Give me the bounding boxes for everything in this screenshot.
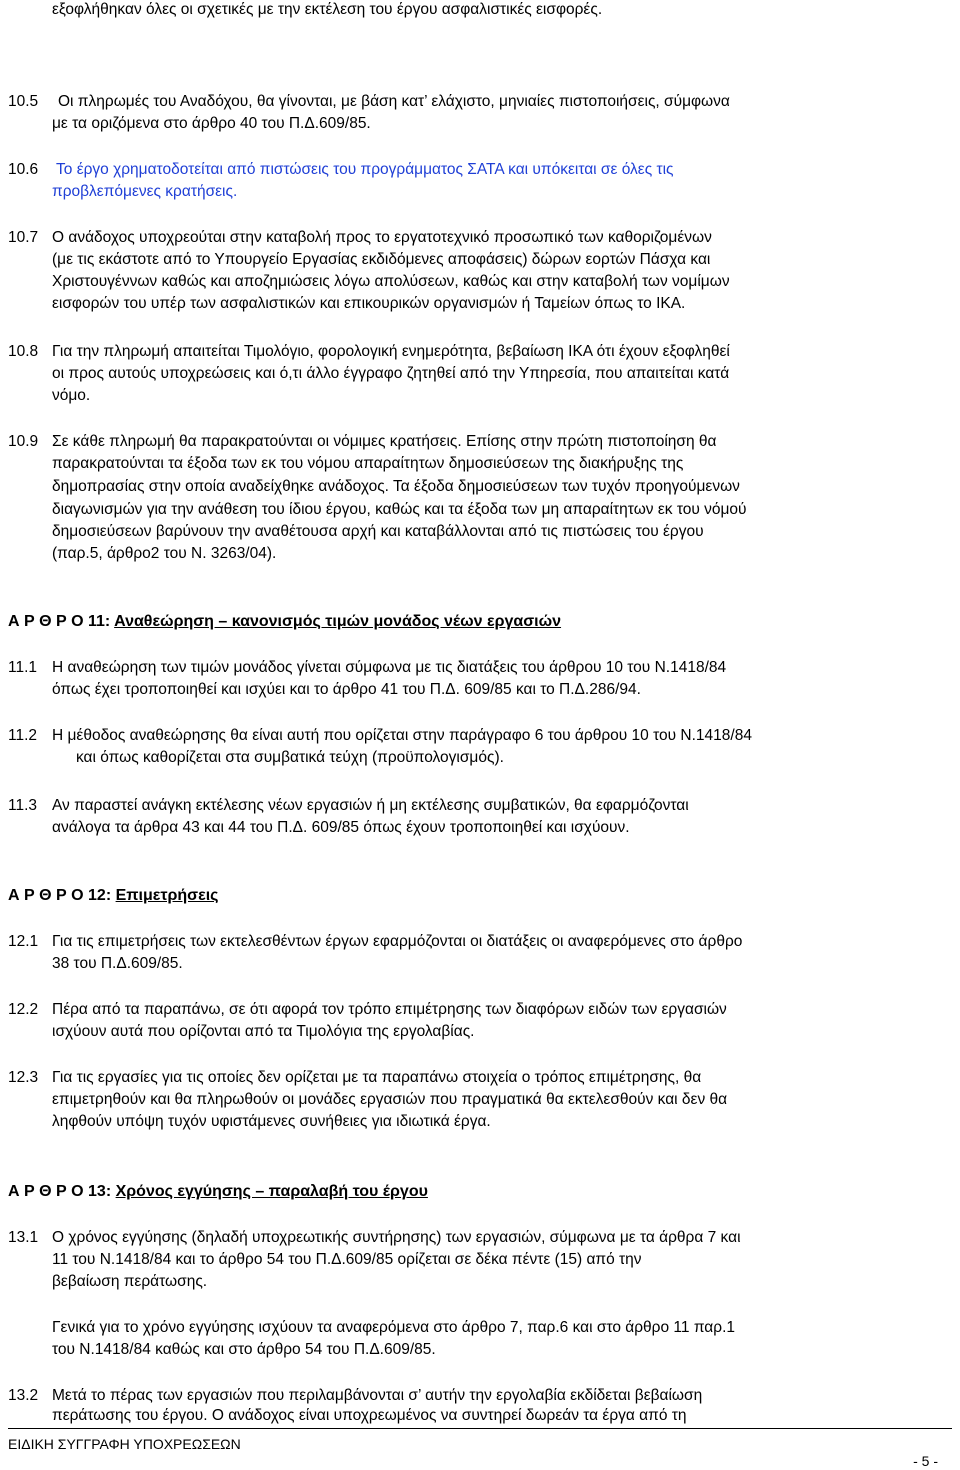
article-11-prefix: Α Ρ Θ Ρ Ο 11: bbox=[8, 613, 115, 630]
paragraph-number-12-3: 12.3 bbox=[8, 1069, 39, 1086]
paragraph-number-13-2: 13.2 bbox=[8, 1387, 39, 1404]
paragraph-10-9-line-5: δημοσιεύσεων βαρύνουν την αναθέτουσα αρχή και καταβάλλονται από τις πιστώσεις του έργου bbox=[52, 523, 704, 540]
paragraph-number-10-6: 10.6 bbox=[8, 161, 39, 178]
footer-title: ΕΙΔΙΚΗ ΣΥΓΓΡΑΦΗ ΥΠΟΧΡΕΩΣΕΩΝ bbox=[8, 1436, 241, 1452]
paragraph-12-1-line-1: Για τις επιμετρήσεις των εκτελεσθέντων έργων εφαρμόζονται οι διατάξεις οι αναφερόμενες στο άρθρο bbox=[52, 933, 743, 950]
paragraph-10-7-line-2: (με τις εκάστοτε από το Υπουργείο Εργασίας εκδιδόμενες αποφάσεις) δώρων εορτών Πάσχα και bbox=[52, 251, 711, 268]
article-12-title: Επιμετρήσεις bbox=[115, 887, 219, 904]
paragraph-13-1b-line-1: Γενικά για το χρόνο εγγύησης ισχύουν τα αναφερόμενα στο άρθρο 7, παρ.6 και στο άρθρο 11 παρ.1 bbox=[52, 1319, 735, 1336]
paragraph-10-9-line-3: δημοπρασίας στην οποία αναδείχθηκε ανάδοχος. Τα έξοδα δημοσιεύσεων των τυχόν προηγούμενων bbox=[52, 478, 740, 495]
paragraph-11-3-line-2: ανάλογα τα άρθρα 43 και 44 του Π.Δ. 609/85 όπως έχουν τροποποιηθεί και ισχύουν. bbox=[52, 819, 630, 836]
paragraph-13-1b-line-2: του Ν.1418/84 καθώς και στο άρθρο 54 του Π.Δ.609/85. bbox=[52, 1341, 436, 1358]
article-11-heading bbox=[8, 612, 561, 632]
paragraph-10-6-line-2: προβλεπόμενες κρατήσεις. bbox=[52, 183, 238, 200]
article-12-prefix: Α Ρ Θ Ρ Ο 12: bbox=[8, 887, 116, 904]
article-13-prefix: Α Ρ Θ Ρ Ο 13: bbox=[8, 1183, 116, 1200]
paragraph-12-2-line-2: ισχύουν αυτά που ορίζονται από τα Τιμολόγια της εργολαβίας. bbox=[52, 1023, 475, 1040]
paragraph-10-7-line-3: Χριστουγέννων καθώς και αποζημιώσεις λόγω απολύσεων, καθώς και στην καταβολή των νομίμων bbox=[52, 273, 730, 290]
paragraph-12-3-line-3: ληφθούν υπόψη τυχόν υφιστάμενες συνήθειες για ιδιωτικά έργα. bbox=[52, 1113, 491, 1130]
paragraph-10-9-line-2: παρακρατούνται τα έξοδα των εκ του νόμου απαραίτητων δημοσιεύσεων της διακήρυξης της bbox=[52, 455, 684, 472]
footer-divider bbox=[8, 1428, 952, 1429]
paragraph-number-12-1: 12.1 bbox=[8, 933, 39, 950]
paragraph-11-2-line-2: και όπως καθορίζεται στα συμβατικά τεύχη (προϋπολογισμός). bbox=[76, 749, 504, 766]
paragraph-13-1-line-1: Ο χρόνος εγγύησης (δηλαδή υποχρεωτικής συντήρησης) των εργασιών, σύμφωνα με τα άρθρα 7 και bbox=[52, 1229, 741, 1246]
paragraph-11-1-line-1: Η αναθεώρηση των τιμών μονάδος γίνεται σύμφωνα με τις διατάξεις του άρθρου 10 του Ν.1418/84 bbox=[52, 659, 727, 676]
paragraph-10-6-line-1: Το έργο χρηματοδοτείται από πιστώσεις του προγράμματος ΣΑΤΑ και υπόκειται σε όλες τις bbox=[56, 161, 674, 178]
paragraph-number-11-1: 11.1 bbox=[8, 659, 38, 676]
paragraph-number-10-7: 10.7 bbox=[8, 229, 39, 246]
paragraph-13-1-line-2: 11 του Ν.1418/84 και το άρθρο 54 του Π.Δ.609/85 ορίζεται σε δέκα πέντε (15) από την bbox=[52, 1251, 642, 1268]
paragraph-number-12-2: 12.2 bbox=[8, 1001, 39, 1018]
paragraph-13-1-line-3: βεβαίωση περάτωσης. bbox=[52, 1273, 208, 1290]
paragraph-11-1-line-2: όπως έχει τροποποιηθεί και ισχύει και το άρθρο 41 του Π.Δ. 609/85 και το Π.Δ.286/94. bbox=[52, 681, 641, 698]
paragraph-10-4-line-1: εξοφλήθηκαν όλες οι σχετικές με την εκτέλεση του έργου ασφαλιστικές εισφορές. bbox=[52, 1, 603, 18]
paragraph-10-7-line-1: Ο ανάδοχος υποχρεούται στην καταβολή προς το εργατοτεχνικό προσωπικό των καθοριζομένων bbox=[52, 229, 712, 246]
paragraph-10-5-line-2: με τα οριζόμενα στο άρθρο 40 του Π.Δ.609/85. bbox=[52, 115, 371, 132]
article-13-heading bbox=[8, 1182, 428, 1202]
paragraph-13-2-line-1: Μετά το πέρας των εργασιών που περιλαμβάνονται σ’ αυτήν την εργολαβία εκδίδεται βεβαίωση bbox=[52, 1387, 703, 1404]
article-13-title: Χρόνος εγγύησης – παραλαβή του έργου bbox=[115, 1183, 428, 1200]
paragraph-10-5-line-1: Οι πληρωμές του Αναδόχου, θα γίνονται, με βάση κατ’ ελάχιστο, μηνιαίες πιστοποιήσεις, σύμφωνα bbox=[58, 93, 730, 110]
paragraph-11-2-line-1: Η μέθοδος αναθεώρησης θα είναι αυτή που ορίζεται στην παράγραφο 6 του άρθρου 10 του Ν.1418/84 bbox=[52, 727, 752, 744]
paragraph-10-8-line-3: νόμο. bbox=[52, 387, 91, 404]
paragraph-12-1-line-2: 38 του Π.Δ.609/85. bbox=[52, 955, 183, 972]
paragraph-10-9-line-6: (παρ.5, άρθρο2 του Ν. 3263/04). bbox=[52, 545, 277, 562]
paragraph-12-3-line-2: επιμετρηθούν και θα πληρωθούν οι μονάδες εργασιών που πραγματικά θα εκτελεσθούν και δεν θα bbox=[52, 1091, 728, 1108]
paragraph-10-8-line-1: Για την πληρωμή απαιτείται Τιμολόγιο, φορολογική ενημερότητα, βεβαίωση ΙΚΑ ότι έχουν εξοφληθεί bbox=[52, 343, 730, 360]
paragraph-number-10-8: 10.8 bbox=[8, 343, 39, 360]
paragraph-number-10-5: 10.5 bbox=[8, 93, 39, 110]
paragraph-10-9-line-4: διαγωνισμών για την ανάθεση του ίδιου έργου, καθώς και τα έξοδα των μη απαραίτητων εκ του νόμού bbox=[52, 501, 747, 518]
paragraph-13-2-line-2: περάτωσης του έργου. Ο ανάδοχος είναι υποχρεωμένος να συντηρεί δωρεάν τα έργα από τη bbox=[52, 1407, 687, 1424]
paragraph-10-9-line-1: Σε κάθε πληρωμή θα παρακρατούνται οι νόμιμες κρατήσεις. Επίσης στην πρώτη πιστοποίηση θα bbox=[52, 433, 717, 450]
article-11-title: Αναθεώρηση – κανονισμός τιμών μονάδος νέων εργασιών bbox=[114, 613, 562, 630]
paragraph-10-7-line-4: εισφορών του υπέρ των ασφαλιστικών και επικουρικών οργανισμών ή Ταμείων όπως το ΙΚΑ. bbox=[52, 295, 686, 312]
paragraph-12-2-line-1: Πέρα από τα παραπάνω, σε ότι αφορά τον τρόπο επιμέτρησης των διαφόρων ειδών των εργασιών bbox=[52, 1001, 727, 1018]
paragraph-number-11-2: 11.2 bbox=[8, 727, 38, 744]
page-number: - 5 - bbox=[913, 1453, 938, 1469]
paragraph-11-3-line-1: Αν παραστεί ανάγκη εκτέλεσης νέων εργασιών ή μη εκτέλεσης συμβατικών, θα εφαρμόζονται bbox=[52, 797, 689, 814]
paragraph-number-11-3: 11.3 bbox=[8, 797, 38, 814]
paragraph-10-8-line-2: οι προς αυτούς υποχρεώσεις και ό,τι άλλο έγγραφο ζητηθεί από την Υπηρεσία, που απαιτείται κατά bbox=[52, 365, 730, 382]
paragraph-number-13-1: 13.1 bbox=[8, 1229, 39, 1246]
paragraph-12-3-line-1: Για τις εργασίες για τις οποίες δεν ορίζεται με τα παραπάνω στοιχεία ο τρόπος επιμέτρησης, θα bbox=[52, 1069, 702, 1086]
paragraph-number-10-9: 10.9 bbox=[8, 433, 39, 450]
article-12-heading bbox=[8, 886, 218, 906]
